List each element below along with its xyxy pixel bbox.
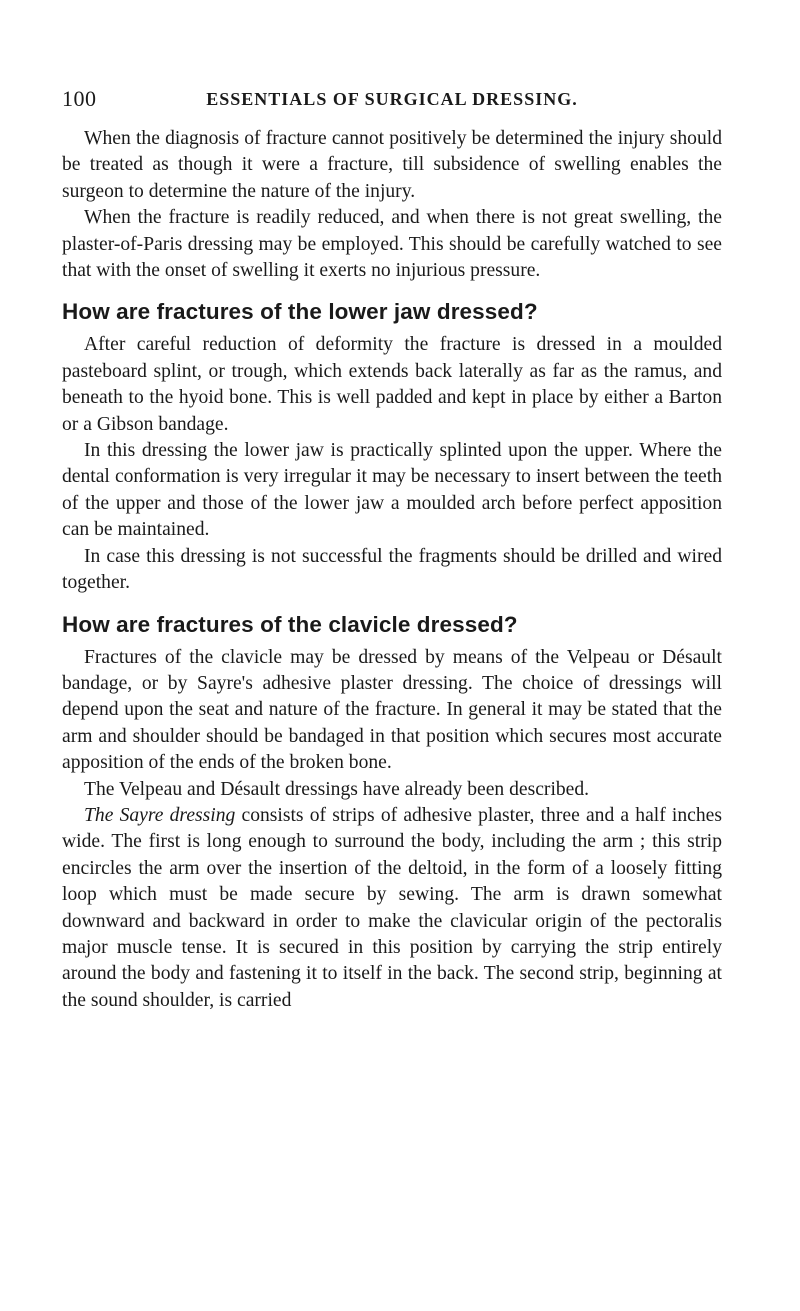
page-number: 100 — [62, 86, 97, 111]
paragraph-velpeau-desault: The Velpeau and Désault dressings have already been described. — [84, 778, 590, 800]
paragraph-jaw-wiring: In case this dressing is not successful the fragments should be drilled and wired together. — [62, 545, 722, 594]
sayre-dressing-term: The Sayre dressing — [84, 804, 236, 826]
paragraph-jaw-splint: After careful reduction of deformity the fracture is dressed in a moulded pasteboard splint, or trough, which extends back laterally as far as the ramus, and beneath to the hyoid bone. This is well padded and kept in place by either a Barton or a Gibson bandage. — [62, 334, 722, 435]
paragraph-diagnosis: When the diagnosis of fracture cannot positively be determined the injury should be treated as though it were a fracture, till subsidence of swelling enables the surgeon to determine the nature of the injury. — [62, 128, 722, 202]
running-title: ESSENTIALS OF SURGICAL DRESSING. — [206, 89, 578, 109]
page-body — [62, 126, 722, 1014]
paragraph-plaster-dressing: When the fracture is readily reduced, and when there is not great swelling, the plaster-of-Paris dressing may be employed. This should be carefully watched to see that with the onset of swelling it exerts no injurious pressure. — [62, 207, 722, 282]
paragraph-sayre-dressing — [62, 803, 722, 1014]
sayre-dressing-text: consists of strips of adhesive plaster, three and a half inches wide. The first is long enough to surround the body, including the arm ; this strip encircles the arm over the insertion of the deltoid, in the form of a loosely fitting loop which must be made secure by sewing. The arm is drawn somewhat downward and backward in order to make the clavicular origin of the pectoralis major muscle tense. It is secured in this position by carrying the strip entirely around the body and fastening it to itself in the back. The second strip, beginning at the sound shoulder, is carried — [62, 804, 722, 1011]
running-head — [62, 86, 722, 116]
heading-lower-jaw: How are fractures of the lower jaw dressed? — [62, 299, 538, 325]
paragraph-jaw-apposition: In this dressing the lower jaw is practically splinted upon the upper. Where the dental conformation is very irregular it may be necessary to insert between the teeth of the upper and those of the lower jaw a moulded arch before perfect apposition can be maintained. — [62, 440, 722, 541]
heading-clavicle: How are fractures of the clavicle dressed? — [62, 611, 518, 637]
paragraph-clavicle-dressings: Fractures of the clavicle may be dressed by means of the Velpeau or Désault bandage, or by Sayre's adhesive plaster dressing. The choice of dressings will depend upon the seat and nature of the fracture. In general it may be stated that the arm and shoulder should be bandaged in that position which secures most accurate apposition of the ends of the broken bone. — [62, 646, 722, 774]
